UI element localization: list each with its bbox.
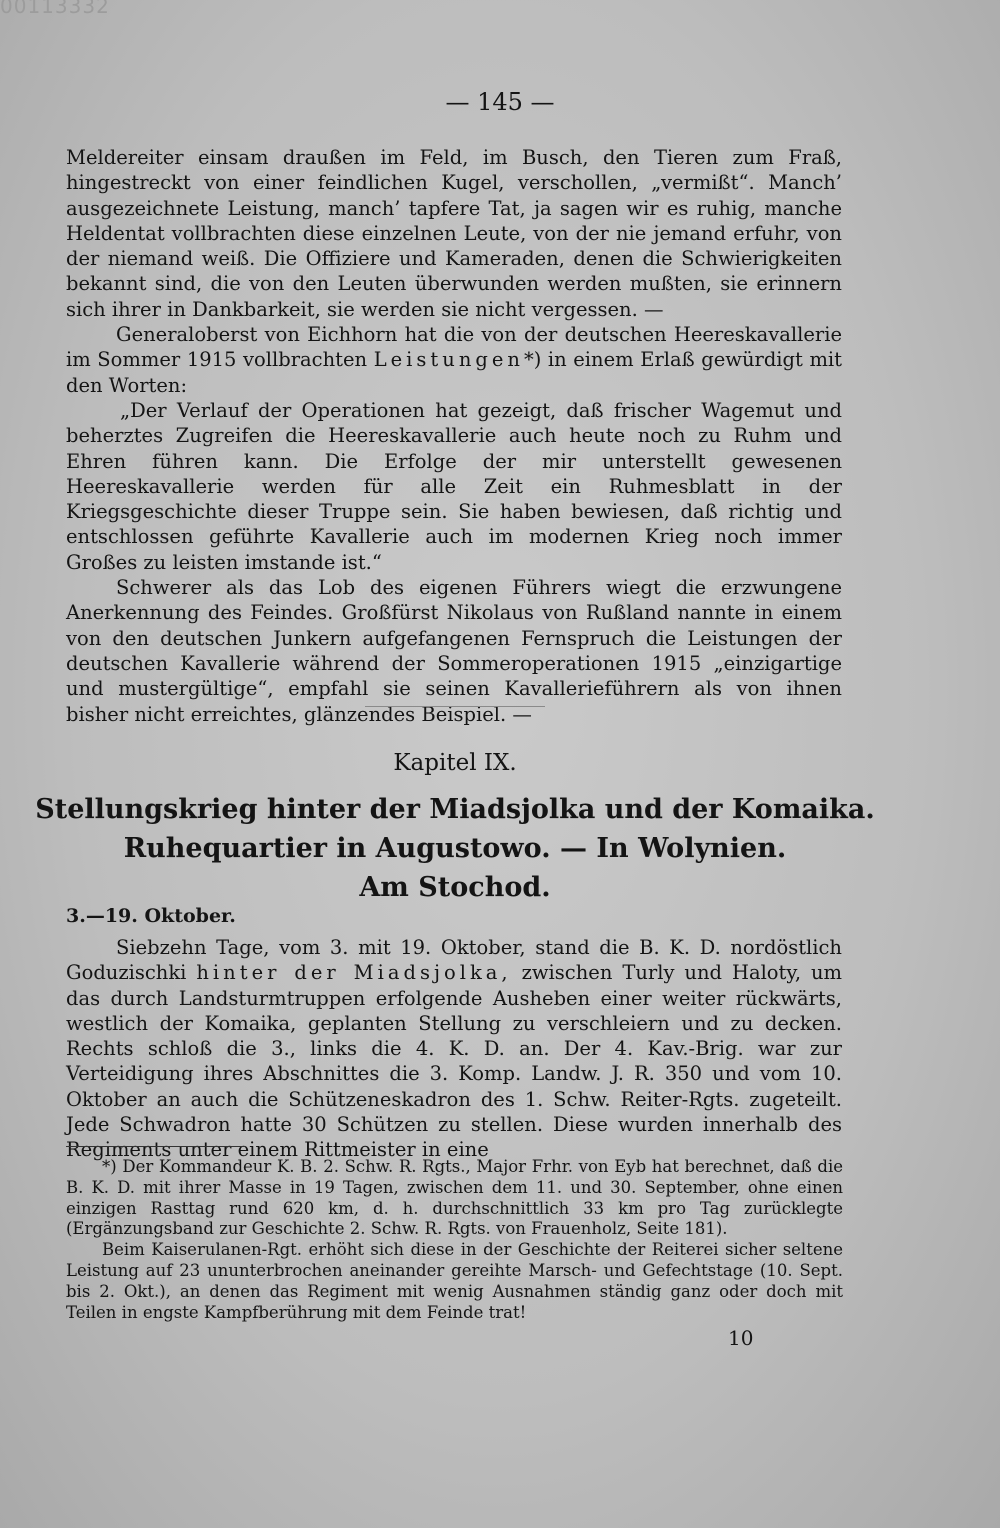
chapter-title-line-3: Am Stochod. bbox=[359, 872, 551, 903]
quotation-paragraph: „Der Verlauf der Operationen hat gezeigt, daß frischer Wagemut und beherztes Zugreifen die Heereskavallerie auch heute noch zu Ruhm und Ehren führen kann. Die Erfolge der mir unterstellt gewesenen Heereskavallerie werden für alle Zeit ein Ruhmesblatt in der Kriegsgeschichte dieser Truppe sein. Sie haben bewiesen, daß richtig und entschlossen geführte Kavallerie auch im modernen Krieg noch immer Großes zu leisten imstande ist.“ bbox=[66, 398, 842, 574]
chapter-title-line-2: Ruhequartier in Augustowo. — In Wolynien. bbox=[123, 833, 787, 864]
section-divider bbox=[365, 706, 545, 707]
paragraph-2 bbox=[66, 322, 842, 398]
footnote-1: *) Der Kommandeur K. B. 2. Schw. R. Rgts., Major Frhr. von Eyb hat berechnet, daß die B. K. D. mit ihrer Masse in 19 Tagen, zwischen dem 11. und 30. September, ohne einen einzigen Rasttag rund 620 km, d. h. durchschnittlich 33 km pro Tag zurücklegte (Ergänzungsband zur Geschichte 2. Schw. R. Rgts. von Frauenholz, Seite 181). bbox=[66, 1157, 843, 1239]
paragraph-5-part-c: zwischen Turly und Haloty, um das durch Landsturmtruppen erfolgende Ausheben einer weiter rückwärts, westlich der Komaika, geplanten Stellung zu verschleiern und zu decken. Rechts schloß die 3., links die 4. K. D. an. Der 4. Kav.-Brig. war zur Verteidigung ihres Abschnittes die 3. Komp. Landw. J. R. 350 und vom 10. Oktober an auch die Schützeneskadron des 1. Schw. Reiter-Rgts. zugeteilt. Jede Schwadron hatte 30 Schützen zu stellen. Diese wurden innerhalb des Regiments unter einem Rittmeister in eine bbox=[66, 961, 843, 1162]
emphasized-phrase: hinter der Miadsjolka, bbox=[196, 961, 512, 985]
paragraph-2-part-c: *) in einem Erlaß gewürdigt mit den Worten: bbox=[66, 348, 843, 397]
emphasized-word: Leistungen bbox=[373, 348, 524, 372]
body-text-top bbox=[66, 145, 842, 727]
paragraph-5 bbox=[66, 935, 842, 1163]
footnote-2: Beim Kaiserulanen-Rgt. erhöht sich diese in der Geschichte der Reiterei sicher seltene Leistung auf 23 ununterbrochen aneinander gereihte Marsch- und Gefechtstage (10. Sept. bis 2. Okt.), an denen das Regiment mit wenig Ausnahmen ständig ganz oder doch mit Teilen in engste Kampfberührung mit dem Feinde trat! bbox=[66, 1240, 843, 1322]
paragraph-5-part-a: Siebzehn Tage, vom 3. mit 19. Oktober, stand die B. K. D. nordöstlich Goduzischki bbox=[66, 936, 842, 985]
scan-id: 00113332 bbox=[0, 0, 110, 18]
paragraph-2-part-a: Generaloberst von Eichhorn hat die von der deutschen Heereskavallerie im Sommer 1915 vollbrachten bbox=[66, 323, 842, 372]
footnote-rule bbox=[66, 1146, 246, 1147]
paragraph-4: Schwerer als das Lob des eigenen Führers wiegt die erzwungene Anerkennung des Feindes. Großfürst Nikolaus von Rußland nannte in einem von den deutschen Junkern aufgefangenen Fernspruch die Leistungen der deutschen Kavallerie während der Sommeroperationen 1915 „einzigartige und mustergültige“, empfahl sie seinen Kavallerieführern als von ihnen bisher nicht erreichtes, glänzendes Beispiel. — bbox=[66, 576, 842, 726]
page-number: — 145 — bbox=[445, 88, 555, 116]
printer-signature: 10 bbox=[728, 1326, 754, 1350]
paragraph-1: Meldereiter einsam draußen im Feld, im Busch, den Tieren zum Fraß, hingestreckt von einer feindlichen Kugel, verschollen, „vermißt“. Manch’ ausgezeichnete Leistung, manch’ tapfere Tat, ja sagen wir es ruhig, manche Heldentat vollbrachten diese einzelnen Leute, von der nie jemand erfuhr, von der niemand weiß. Die Offiziere und Kameraden, denen die Schwierigkeiten bekannt sind, die von den Leuten überwunden werden mußten, sie erinnern sich ihrer in Dankbarkeit, sie werden sie nicht vergessen. — bbox=[66, 146, 842, 321]
date-heading: 3.—19. Oktober. bbox=[66, 905, 236, 927]
body-text-bottom bbox=[66, 935, 842, 1163]
chapter-title-line-1: Stellungskrieg hinter der Miadsjolka und der Komaika. bbox=[35, 794, 875, 825]
chapter-title bbox=[0, 790, 910, 907]
chapter-label: Kapitel IX. bbox=[393, 750, 517, 776]
footnotes bbox=[66, 1157, 843, 1323]
